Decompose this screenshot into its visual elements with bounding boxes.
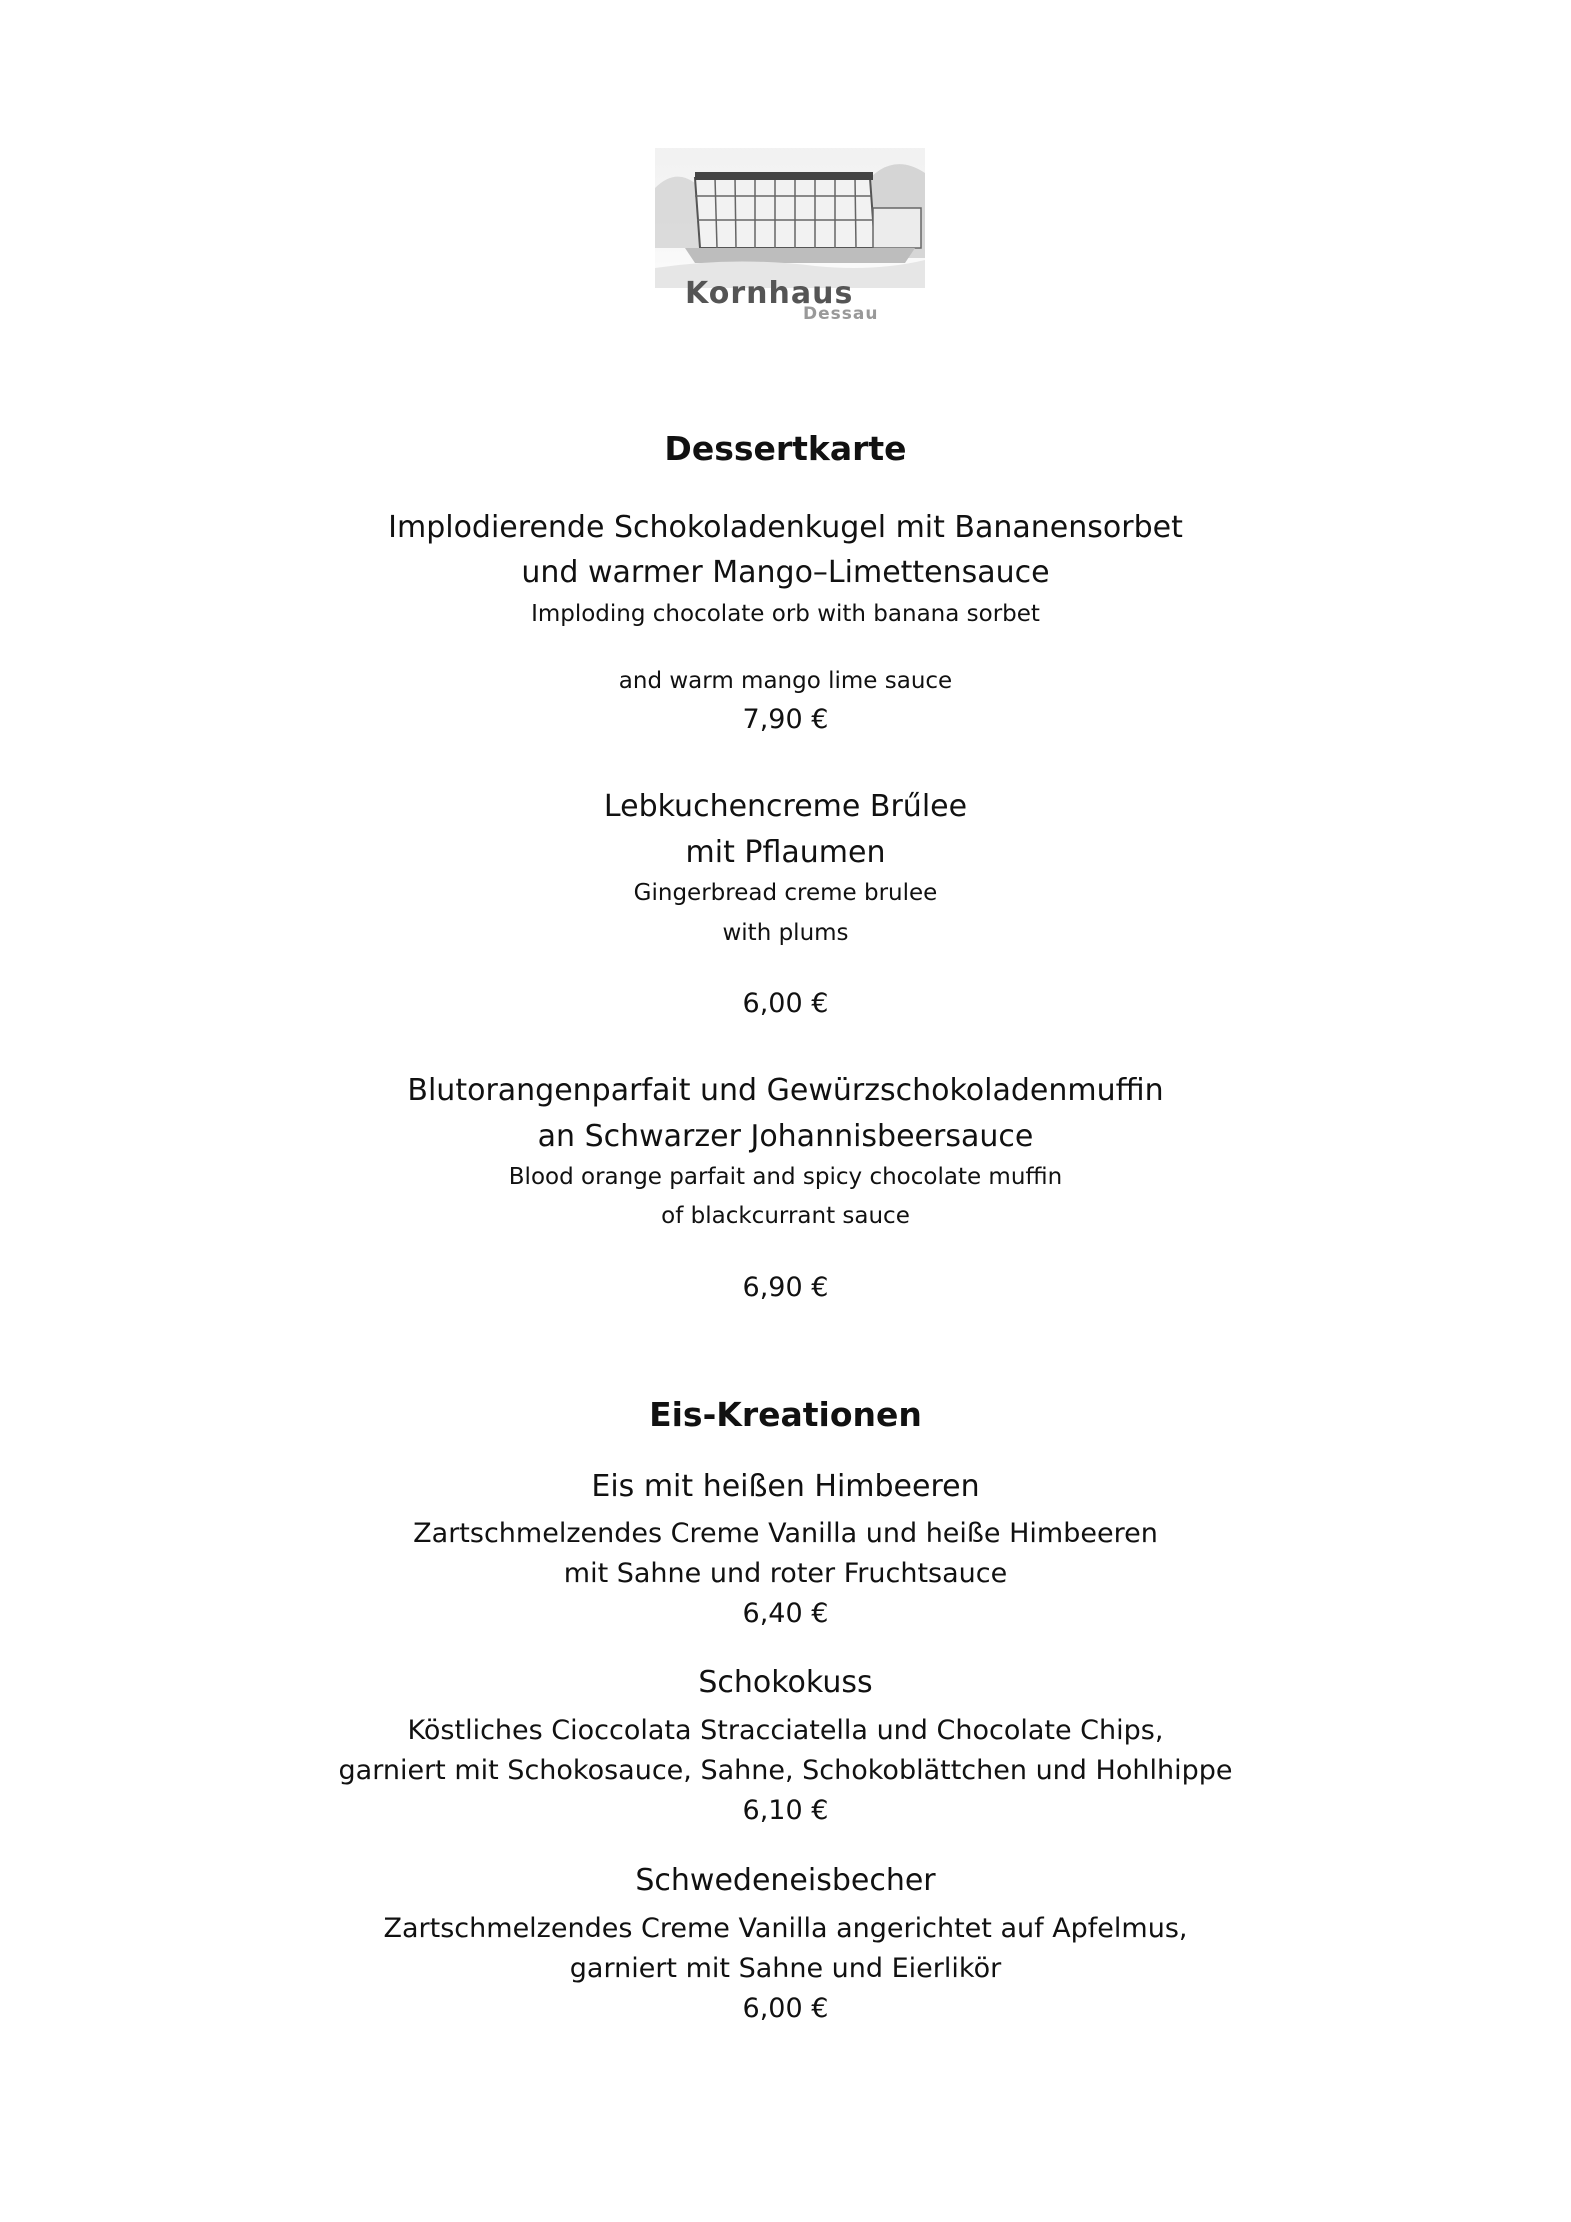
section-title-ice: Eis-Kreationen: [649, 1395, 922, 1434]
dessert-1-name-line2: und warmer Mango–Limettensauce: [521, 555, 1050, 590]
restaurant-logo: [655, 148, 925, 338]
dessert-1-price: 7,90 €: [742, 704, 829, 735]
ice-3-description-line1: Zartschmelzendes Creme Vanilla angerichtet auf Apfelmus,: [383, 1913, 1188, 1944]
dessert-3-english-line2: of blackcurrant sauce: [661, 1203, 910, 1229]
dessert-3-name-line1: Blutorangenparfait und Gewürzschokoladenmuffin: [407, 1073, 1164, 1108]
ice-1-price: 6,40 €: [742, 1598, 829, 1629]
ice-2-name: Schokokuss: [698, 1665, 873, 1700]
section-title-dessert: Dessertkarte: [664, 429, 907, 468]
dessert-2-name-line1: Lebkuchencreme Brűlee: [603, 789, 968, 824]
ice-3-description-line2: garniert mit Sahne und Eierlikör: [569, 1953, 1002, 1984]
ice-3-price: 6,00 €: [742, 1993, 829, 2024]
ice-2-description-line2: garniert mit Schokosauce, Sahne, Schokoblättchen und Hohlhippe: [338, 1755, 1233, 1786]
dessert-2-price: 6,00 €: [742, 988, 829, 1019]
dessert-2-name-line2: mit Pflaumen: [685, 835, 886, 870]
ice-2-description-line1: Köstliches Cioccolata Stracciatella und Chocolate Chips,: [407, 1715, 1164, 1746]
dessert-2-english-line1: Gingerbread creme brulee: [633, 880, 938, 906]
logo-name: Kornhaus: [685, 276, 854, 311]
dessert-3-name-line2: an Schwarzer Johannisbeersauce: [537, 1119, 1034, 1154]
dessert-2-english-line2: with plums: [722, 920, 849, 946]
dessert-1-english-line2: and warm mango lime sauce: [618, 668, 953, 694]
ice-1-description-line2: mit Sahne und roter Fruchtsauce: [563, 1558, 1008, 1589]
ice-1-description-line1: Zartschmelzendes Creme Vanilla und heiße Himbeeren: [413, 1518, 1158, 1549]
dessert-3-price: 6,90 €: [742, 1272, 829, 1303]
ice-1-name: Eis mit heißen Himbeeren: [591, 1469, 980, 1504]
dessert-3-english-line1: Blood orange parfait and spicy chocolate muffin: [508, 1164, 1063, 1190]
dessert-1-english-line1: Imploding chocolate orb with banana sorbet: [531, 601, 1040, 627]
ice-3-name: Schwedeneisbecher: [635, 1863, 936, 1898]
logo-city: Dessau: [803, 304, 879, 324]
ice-2-price: 6,10 €: [742, 1795, 829, 1826]
building-illustration: [655, 148, 925, 288]
dessert-1-name-line1: Implodierende Schokoladenkugel mit Bananensorbet: [388, 510, 1183, 545]
